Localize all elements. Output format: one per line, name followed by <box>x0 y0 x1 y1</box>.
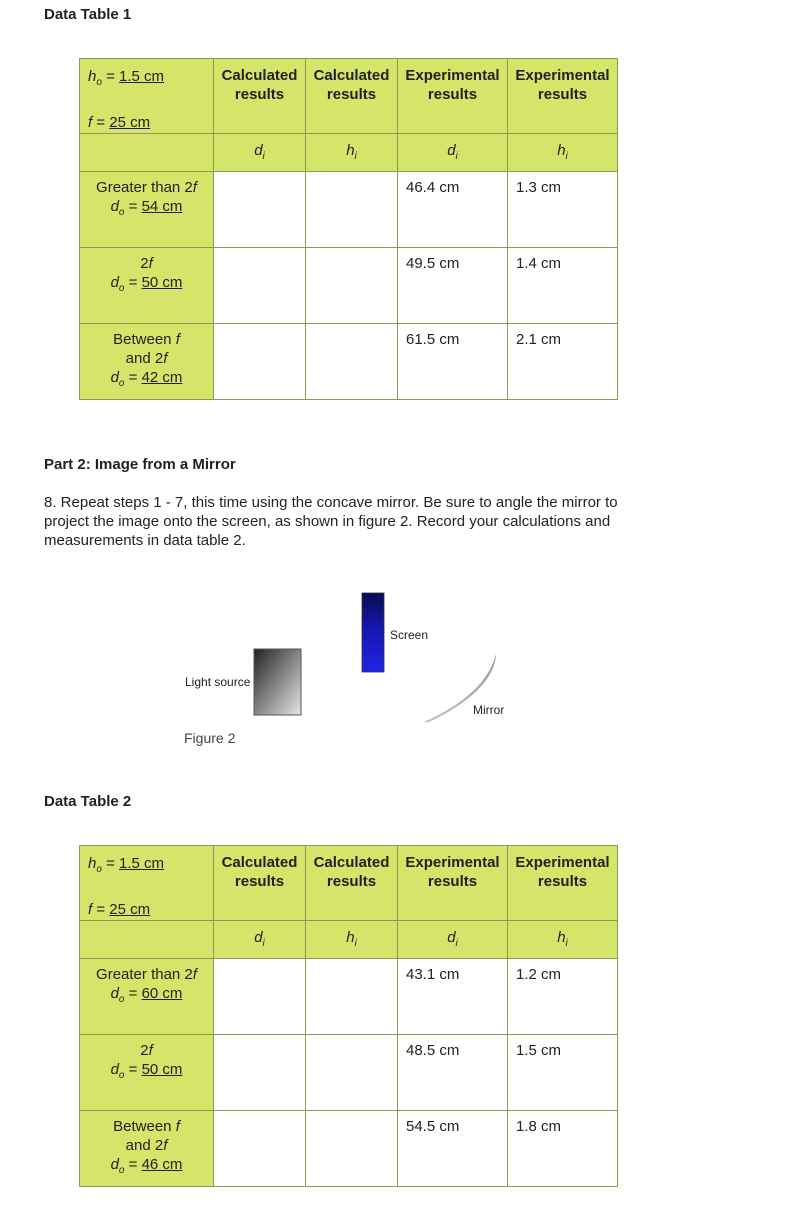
row-label-f: f <box>163 1137 168 1154</box>
exp-hi-value: 1.3 cm <box>508 172 618 248</box>
row-label-text: 2 <box>140 1042 149 1059</box>
do-symbol: d <box>110 1061 119 1078</box>
table-row <box>80 172 618 248</box>
part2-instruction: 8. Repeat steps 1 - 7, this time using the concave mirror. Be sure to angle the mirror to project the image onto the screen, as shown in figure 2. Record your calculations and measurements in data table 2. <box>44 494 618 549</box>
do-subscript: o <box>118 283 125 294</box>
exp-hi-value: 1.4 cm <box>508 248 618 324</box>
exp-hi-value: 1.5 cm <box>508 1035 618 1111</box>
calc-hi-input[interactable] <box>306 324 398 400</box>
sub-sym: h <box>557 929 566 946</box>
sub-sub: i <box>354 938 357 949</box>
f-value: 25 cm <box>109 114 151 131</box>
subheader-hi <box>306 921 398 959</box>
header-calculated-di: Calculated results <box>214 59 306 134</box>
header-experimental-di: Experimental results <box>398 59 508 134</box>
data-table-1 <box>79 58 618 400</box>
row-label-f: f <box>192 179 197 196</box>
table1-title: Data Table 1 <box>44 6 132 23</box>
ho-value: 1.5 cm <box>119 855 165 872</box>
given-values-cell: $h_o = 1.5$ cm f = 25 cm <box>80 846 214 921</box>
do-symbol: d <box>110 198 119 215</box>
header-experimental-hi: Experimental results <box>508 846 618 921</box>
data-table-2 <box>79 845 618 1187</box>
do-subscript: o <box>118 994 125 1005</box>
table-row <box>80 1035 618 1111</box>
f-symbol: f <box>88 901 93 918</box>
exp-di-value: 54.5 cm <box>398 1111 508 1187</box>
sub-sym: d <box>447 929 456 946</box>
sub-sym: d <box>254 142 263 159</box>
header-calculated-hi: Calculated results <box>306 846 398 921</box>
calc-hi-input[interactable] <box>306 959 398 1035</box>
row-label-f: f <box>175 331 180 348</box>
table-row <box>80 1111 618 1187</box>
light-source-box <box>254 649 301 715</box>
exp-di-value: 46.4 cm <box>398 172 508 248</box>
exp-di-value: 43.1 cm <box>398 959 508 1035</box>
sub-sub: i <box>455 938 458 949</box>
do-subscript: o <box>118 1165 125 1176</box>
sub-sub: i <box>565 151 568 162</box>
table-row <box>80 248 618 324</box>
f-value: 25 cm <box>109 901 151 918</box>
exp-hi-value: 1.8 cm <box>508 1111 618 1187</box>
sub-sym: d <box>254 929 263 946</box>
sub-sub: i <box>262 938 265 949</box>
subheader-hi <box>508 134 618 172</box>
part2-heading: Part 2: Image from a Mirror <box>44 456 236 473</box>
ho-value: 1.5 cm <box>119 68 165 85</box>
row-label: Greater than 2f $d_o = 54$ cm <box>80 172 214 248</box>
subheader-empty <box>80 921 214 959</box>
do-symbol: d <box>110 1156 119 1173</box>
do-subscript: o <box>118 207 125 218</box>
sub-sub: i <box>354 151 357 162</box>
ho-symbol: h <box>88 68 97 85</box>
header-calculated-hi: Calculated results <box>306 59 398 134</box>
calc-hi-input[interactable] <box>306 172 398 248</box>
calc-di-input[interactable] <box>214 324 306 400</box>
screen-label: Screen <box>390 628 429 642</box>
calc-hi-input[interactable] <box>306 1111 398 1187</box>
exp-di-value: 48.5 cm <box>398 1035 508 1111</box>
row-label-f: f <box>148 1042 153 1059</box>
row-label: Between f and 2f $d_o = 46$ cm <box>80 1111 214 1187</box>
calc-di-input[interactable] <box>214 1035 306 1111</box>
calc-hi-input[interactable] <box>306 248 398 324</box>
exp-di-value: 61.5 cm <box>398 324 508 400</box>
sub-sub: i <box>565 938 568 949</box>
row-label-text: Greater than 2 <box>96 966 193 983</box>
table-row <box>80 959 618 1035</box>
row-label: 2f $d_o = 50$ cm <box>80 1035 214 1111</box>
row-label-text: 2 <box>140 255 149 272</box>
do-value: 60 cm <box>141 985 183 1002</box>
calc-di-input[interactable] <box>214 248 306 324</box>
ho-symbol: h <box>88 855 97 872</box>
do-symbol: d <box>110 985 119 1002</box>
f-symbol: f <box>88 114 93 131</box>
sub-sym: h <box>346 929 355 946</box>
sub-sym: d <box>447 142 456 159</box>
figure-2-diagram <box>0 580 791 760</box>
row-label-text-2: and 2 <box>125 350 164 367</box>
do-symbol: d <box>110 369 119 386</box>
exp-hi-value: 1.2 cm <box>508 959 618 1035</box>
do-value: 46 cm <box>141 1156 183 1173</box>
subheader-hi <box>508 921 618 959</box>
calc-di-input[interactable] <box>214 1111 306 1187</box>
row-label-f: f <box>148 255 153 272</box>
do-subscript: o <box>118 1070 125 1081</box>
subheader-di <box>214 134 306 172</box>
ho-subscript: o <box>96 77 102 88</box>
row-label: Between f and 2f $d_o = 42$ cm <box>80 324 214 400</box>
do-value: 50 cm <box>141 274 183 291</box>
row-label-text-2: and 2 <box>125 1137 164 1154</box>
row-label-f: f <box>175 1118 180 1135</box>
mirror-label: Mirror <box>473 703 505 717</box>
screen-rect <box>362 593 384 672</box>
do-subscript: o <box>118 378 125 389</box>
sub-sub: i <box>262 151 265 162</box>
sub-sym: h <box>557 142 566 159</box>
ho-subscript: o <box>96 864 102 875</box>
row-label-text: Between <box>113 331 176 348</box>
subheader-di <box>398 134 508 172</box>
subheader-hi <box>306 134 398 172</box>
row-label-text: Greater than 2 <box>96 179 193 196</box>
do-value: 42 cm <box>141 369 183 386</box>
header-calculated-di: Calculated results <box>214 846 306 921</box>
calc-di-input[interactable] <box>214 172 306 248</box>
calc-hi-input[interactable] <box>306 1035 398 1111</box>
header-experimental-di: Experimental results <box>398 846 508 921</box>
row-label: 2f $d_o = 50$ cm <box>80 248 214 324</box>
figure-caption: Figure 2 <box>184 730 236 746</box>
subheader-di <box>214 921 306 959</box>
given-values-cell: $h_o = 1.5$ cm f = 25 cm <box>80 59 214 134</box>
row-label-text: Between <box>113 1118 176 1135</box>
do-value: 50 cm <box>141 1061 183 1078</box>
light-source-label: Light source <box>185 675 251 689</box>
row-label-f: f <box>192 966 197 983</box>
do-symbol: d <box>110 274 119 291</box>
sub-sub: i <box>455 151 458 162</box>
subheader-empty <box>80 134 214 172</box>
row-label-f: f <box>163 350 168 367</box>
row-label: Greater than 2f $d_o = 60$ cm <box>80 959 214 1035</box>
do-value: 54 cm <box>141 198 183 215</box>
exp-hi-value: 2.1 cm <box>508 324 618 400</box>
calc-di-input[interactable] <box>214 959 306 1035</box>
table2-title: Data Table 2 <box>44 793 132 810</box>
table-row <box>80 324 618 400</box>
subheader-di <box>398 921 508 959</box>
sub-sym: h <box>346 142 355 159</box>
header-experimental-hi: Experimental results <box>508 59 618 134</box>
exp-di-value: 49.5 cm <box>398 248 508 324</box>
